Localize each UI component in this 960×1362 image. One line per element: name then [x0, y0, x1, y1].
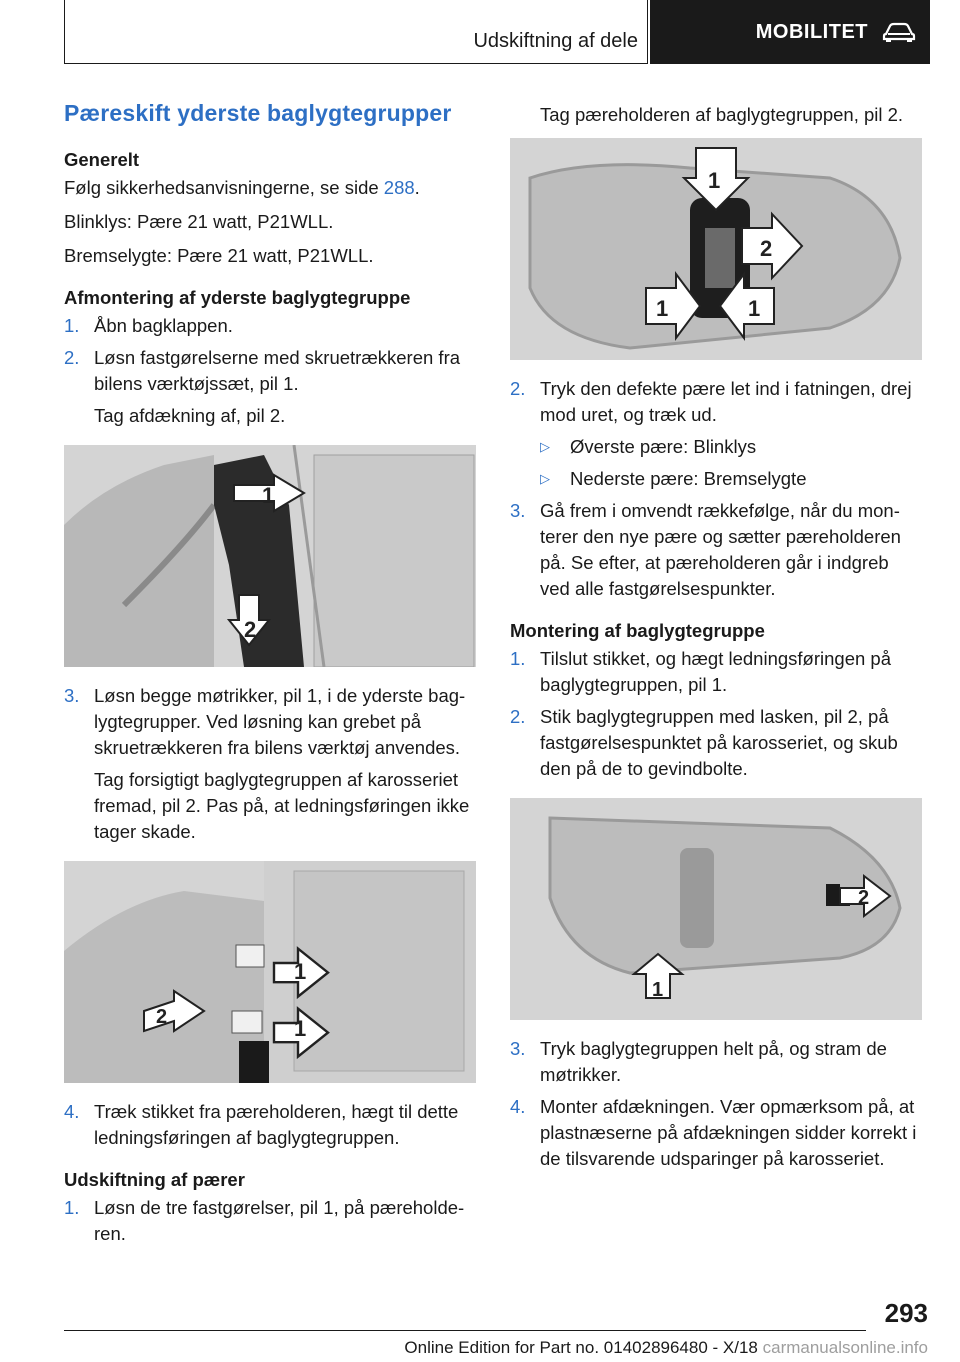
list-item: 1. Tilslut stikket, og hægt ledningsføringen på baglygtegruppen, pil 1. — [510, 648, 891, 695]
arrow-label-2: 2 — [244, 617, 257, 642]
bullet-item: ▷ Øverste pære: Blinklys — [540, 434, 922, 460]
arrow-label-2: 2 — [858, 887, 870, 909]
figure-nuts-removal — [64, 861, 476, 1083]
section-title: Udskiftning af dele — [473, 30, 638, 52]
arrow-label-1b: 1 — [294, 1016, 307, 1041]
left-column — [64, 100, 476, 1253]
removal-steps-final — [64, 1099, 476, 1151]
list-item: 1. Åbn bagklappen. — [64, 315, 233, 336]
figure-cover-removal — [64, 445, 476, 667]
footer-edition: Online Edition for Part no. 01402896480 - X/18 carmanualsonline.info — [404, 1338, 928, 1357]
arrow-label-1: 1 — [652, 979, 664, 1001]
list-item: 2. Stik baglygtegruppen med lasken, pil 2, på fastgørelsespunktet på karosseriet, og skub den på de to gevindbolte. — [510, 706, 898, 779]
bulb-bullets — [540, 434, 922, 492]
arrow-label-1-right: 1 — [748, 296, 761, 321]
mount-steps — [510, 646, 922, 782]
right-column — [510, 100, 922, 1178]
watermark-site: carmanualsonline.info — [762, 1338, 928, 1357]
list-item: 4. Monter afdækningen. Vær opmærksom på, at plastnæserne på afdækningen sidder korrekt i de tilsvarende udsparinger på karosseriet. — [510, 1096, 917, 1169]
list-item: 3. Løsn begge møtrikker, pil 1, i de yderste bag-lygtegrupper. Ved løsning kan grebet på skruetrækkeren fra bilens værktøj anvendes. Tag forsigtigt baglygtegruppen af karosseriet fremad, pil 2. Pas på, at ledningsføringen ikke tager skade. — [64, 685, 470, 842]
triangle-bullet-icon: ▷ — [540, 471, 550, 486]
chapter-tab — [650, 0, 930, 64]
page-number: 293 — [884, 1298, 928, 1328]
bulb-heading: Udskiftning af pærer — [64, 1169, 245, 1190]
bullet-item: ▷ Nederste pære: Bremselygte — [540, 466, 922, 492]
arrow-label-1-top: 1 — [708, 168, 721, 193]
arrow-label-2: 2 — [156, 1006, 168, 1028]
list-item: 3. Gå frem i omvendt rækkefølge, når du mon-terer den nye pære og sætter pæreholderen på. Se efter, at pæreholderen går i indgreb ved alle fastgørelsespunkter. — [510, 500, 901, 599]
list-item: 4. Træk stikket fra pæreholderen, hægt til dette ledningsføringen af baglygtegruppen. — [64, 1101, 459, 1148]
triangle-bullet-icon: ▷ — [540, 439, 550, 454]
safety-text: Følg sikkerhedsanvisningerne, se side 288. — [64, 177, 420, 198]
mount-steps-continued — [510, 1036, 922, 1172]
list-item: 1. Løsn de tre fastgørelser, pil 1, på pæreholde-ren. — [64, 1197, 465, 1244]
arrow-label-2: 2 — [760, 236, 773, 261]
arrow-label-1a: 1 — [294, 959, 307, 984]
list-item: 2. Løsn fastgørelserne med skruetrækkeren fra bilens værktøjssæt, pil 1. Tag afdækning af, pil 2. — [64, 347, 461, 426]
arrow-label-1: 1 — [262, 483, 275, 508]
bulb-steps — [64, 1195, 476, 1247]
list-item: 3. Tryk baglygtegruppen helt på, og stram de møtrikker. — [510, 1038, 887, 1085]
page-link-288[interactable]: 288 — [383, 177, 415, 198]
blinker-spec: Blinklys: Pære 21 watt, P21WLL. — [64, 211, 334, 232]
mount-heading: Montering af baglygtegruppe — [510, 620, 765, 641]
figure-mounting — [510, 798, 922, 1020]
general-heading: Generelt — [64, 149, 140, 170]
removal-heading: Afmontering af yderste baglygtegruppe — [64, 287, 411, 308]
page-title: Pæreskift yderste baglygtegrupper — [64, 100, 452, 126]
car-icon — [882, 22, 916, 42]
brake-spec: Bremselygte: Pære 21 watt, P21WLL. — [64, 245, 374, 266]
list-item: 2. Tryk den defekte pære let ind i fatningen, drej mod uret, og træk ud. ▷ Øverste pære: Blinklys ▷ Nederste pære: Bremselygte — [510, 376, 922, 492]
arrow-label-1-left: 1 — [656, 296, 669, 321]
removal-steps-continued — [64, 683, 476, 845]
footer-divider — [64, 1330, 866, 1331]
removal-steps — [64, 313, 476, 429]
chapter-label: MOBILITET — [755, 20, 868, 43]
intro-text: Tag pæreholderen af baglygtegruppen, pil 2. — [540, 104, 904, 125]
figure-bulb-holder — [510, 138, 922, 360]
bulb-steps-right — [510, 376, 922, 602]
